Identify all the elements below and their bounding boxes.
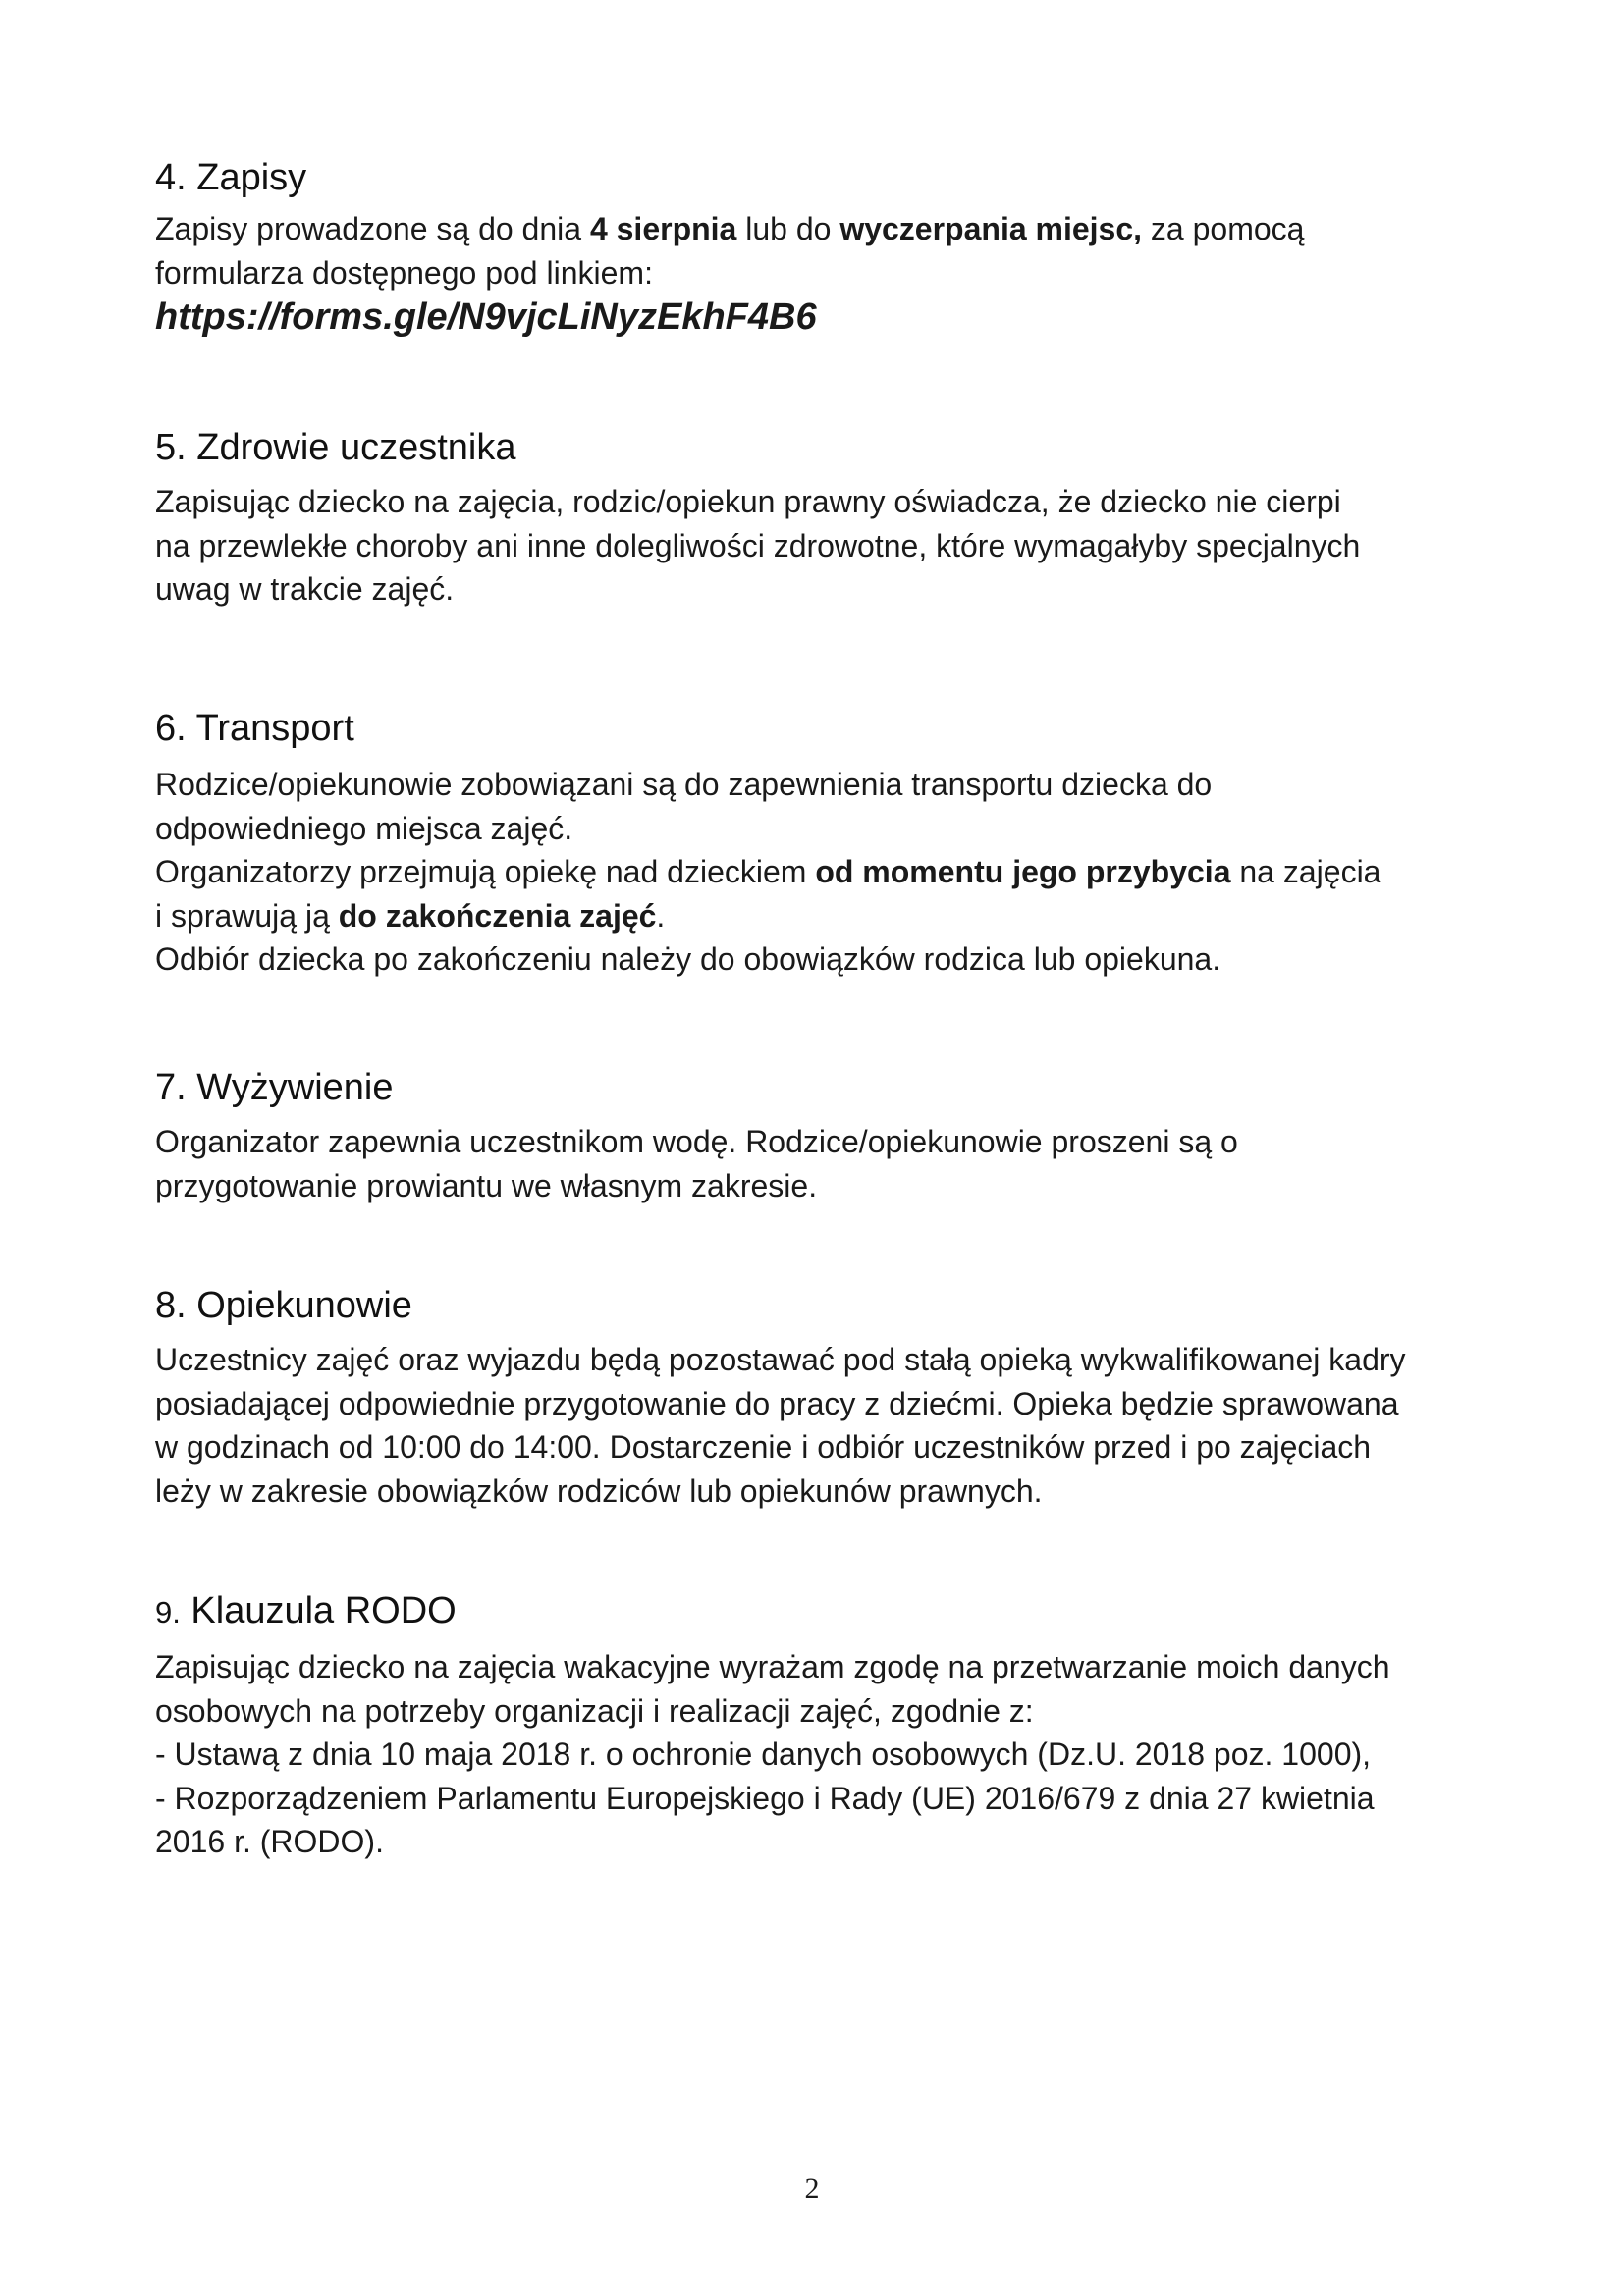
text-line: Rodzice/opiekunowie zobowiązani są do zapewnienia transportu dziecka do bbox=[155, 767, 1213, 802]
section-opiekunowie bbox=[155, 1283, 1510, 1513]
text-line: osobowych na potrzeby organizacji i realizacji zajęć, zgodnie z: bbox=[155, 1692, 1034, 1729]
section-transport bbox=[155, 706, 1510, 982]
text-line: - Rozporządzeniem Parlamentu Europejskiego i Rady (UE) 2016/679 z dnia 27 kwietnia bbox=[155, 1780, 1375, 1816]
section-paragraph bbox=[155, 1338, 1510, 1513]
bold-text: do zakończenia zajęć bbox=[338, 897, 657, 934]
section-paragraph bbox=[155, 763, 1510, 982]
section-title: 8. Opiekunowie bbox=[155, 1285, 412, 1326]
text-run: i sprawują ją bbox=[155, 897, 339, 934]
text-line: Zapisując dziecko na zajęcia, rodzic/opiekun prawny oświadcza, że dziecko nie cierpi bbox=[155, 484, 1341, 519]
section-paragraph bbox=[155, 207, 1510, 294]
text-line: odpowiedniego miejsca zajęć. bbox=[155, 810, 573, 846]
section-rodo bbox=[155, 1588, 1510, 1864]
section-paragraph bbox=[155, 480, 1510, 612]
text-run: formularza dostępnego pod linkiem: bbox=[155, 254, 653, 291]
text-line: przygotowanie prowiantu we własnym zakresie. bbox=[155, 1167, 818, 1203]
text-run: lub do bbox=[736, 211, 840, 246]
section-number: 9. bbox=[155, 1595, 181, 1629]
section-title: 7. Wyżywienie bbox=[155, 1067, 394, 1108]
text-run: na zajęcia bbox=[1230, 854, 1381, 890]
text-line: Organizator zapewnia uczestnikom wodę. Rodzice/opiekunowie proszeni są o bbox=[155, 1124, 1238, 1159]
section-title: 4. Zapisy bbox=[155, 157, 307, 198]
section-title-text: Klauzula RODO bbox=[180, 1590, 457, 1631]
text-line: posiadającej odpowiednie przygotowanie do pracy z dziećmi. Opieka będzie sprawowana bbox=[155, 1385, 1399, 1421]
text-line: uwag w trakcie zajęć. bbox=[155, 571, 455, 608]
text-run: Organizatorzy przejmują opiekę nad dzieckiem bbox=[155, 854, 816, 890]
text-line: w godzinach od 10:00 do 14:00. Dostarczenie i odbiór uczestników przed i po zajęciach bbox=[155, 1429, 1372, 1466]
text-line: - Ustawą z dnia 10 maja 2018 r. o ochronie danych osobowych (Dz.U. 2018 poz. 1000), bbox=[155, 1736, 1372, 1773]
section-zapisy bbox=[155, 155, 1510, 340]
text-line: Odbiór dziecka po zakończeniu należy do obowiązków rodzica lub opiekuna. bbox=[155, 941, 1221, 978]
text-run: za pomocą bbox=[1142, 211, 1305, 246]
bold-date: 4 sierpnia bbox=[589, 211, 737, 246]
bold-text: od momentu jego przybycia bbox=[815, 854, 1231, 890]
text-run: Zapisy prowadzone są do dnia bbox=[155, 211, 590, 246]
registration-form-link[interactable]: https://forms.gle/N9vjcLiNyzEkhF4B6 bbox=[155, 296, 817, 339]
section-paragraph bbox=[155, 1645, 1510, 1864]
text-line: Zapisując dziecko na zajęcia wakacyjne wyrażam zgodę na przetwarzanie moich danych bbox=[155, 1649, 1390, 1684]
section-title bbox=[155, 1588, 1510, 1635]
text-line: leży w zakresie obowiązków rodziców lub opiekunów prawnych. bbox=[155, 1472, 1043, 1509]
section-title: 6. Transport bbox=[155, 708, 354, 749]
section-wyzywienie bbox=[155, 1065, 1510, 1207]
text-line: na przewlekłe choroby ani inne dolegliwości zdrowotne, które wymagałyby specjalnych bbox=[155, 527, 1361, 563]
section-title: 5. Zdrowie uczestnika bbox=[155, 427, 516, 468]
section-zdrowie bbox=[155, 425, 1510, 612]
page-number: 2 bbox=[804, 2172, 820, 2205]
section-paragraph bbox=[155, 1120, 1510, 1207]
text-line: Uczestnicy zajęć oraz wyjazdu będą pozostawać pod stałą opieką wykwalifikowanej kadry bbox=[155, 1342, 1406, 1377]
text-run: . bbox=[656, 897, 666, 934]
bold-text: wyczerpania miejsc, bbox=[839, 211, 1143, 246]
text-line: 2016 r. (RODO). bbox=[155, 1824, 384, 1860]
